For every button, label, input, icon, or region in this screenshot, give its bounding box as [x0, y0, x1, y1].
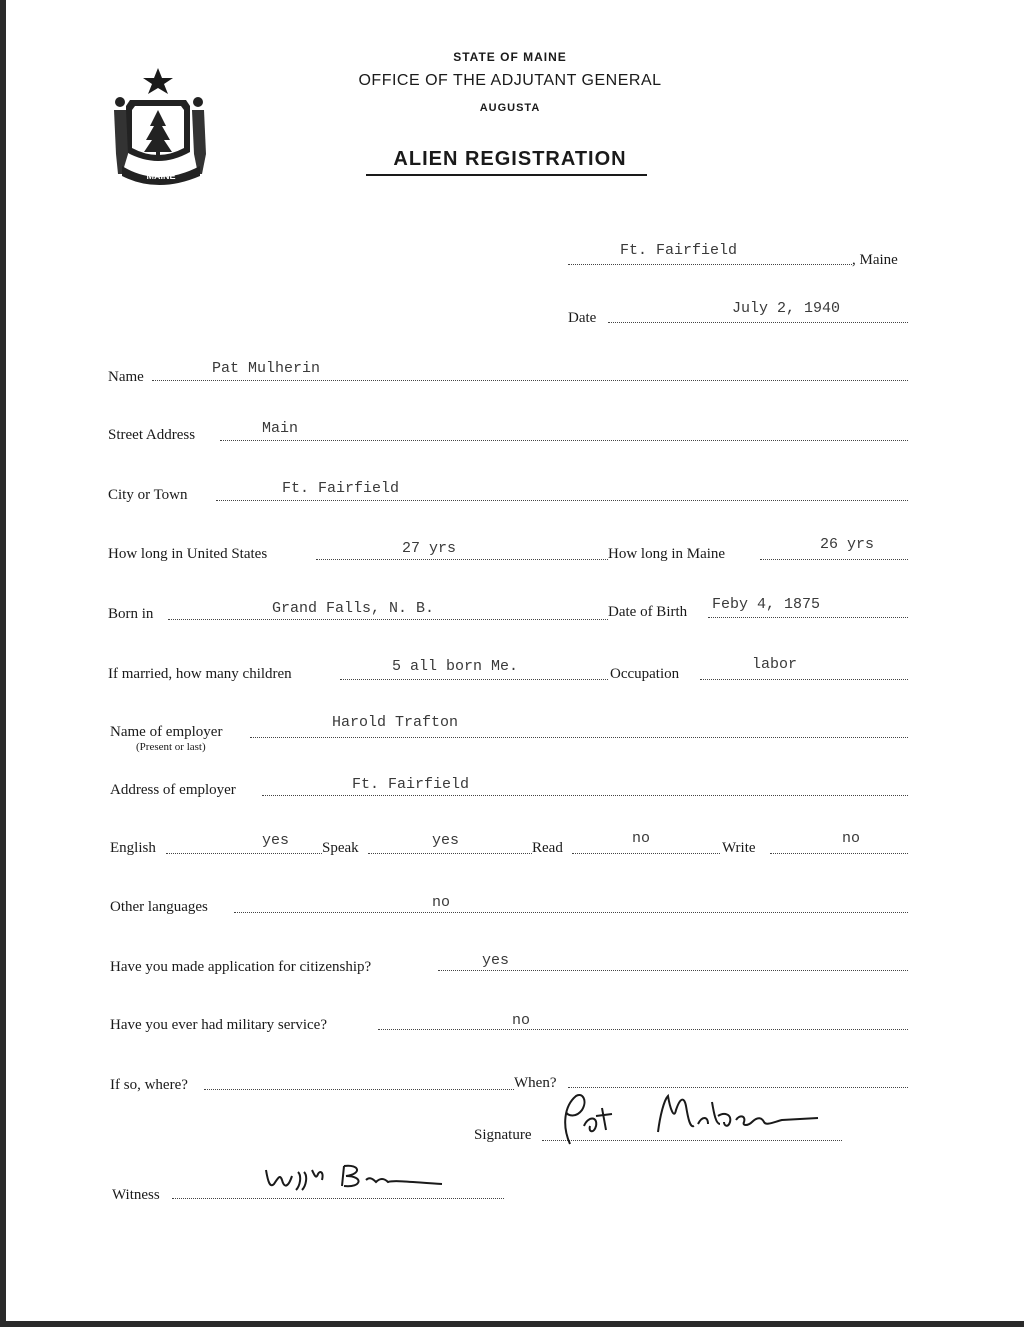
street-address-value: Main	[262, 420, 299, 437]
date-line	[608, 322, 908, 323]
date-label: Date	[568, 310, 597, 326]
location-value: Ft. Fairfield	[620, 242, 738, 259]
write-label: Write	[722, 840, 756, 856]
speak-value: yes	[432, 832, 460, 849]
occupation-line	[700, 679, 908, 680]
employer-address-line	[262, 795, 908, 796]
name-label: Name	[108, 369, 144, 385]
write-line	[770, 853, 908, 854]
how-long-us-line	[316, 559, 608, 560]
seal-banner-text: MAINE	[146, 171, 176, 181]
date-of-birth-line	[708, 617, 908, 618]
children-label: If married, how many children	[108, 666, 292, 682]
how-long-maine-line	[760, 559, 908, 560]
born-in-line	[168, 619, 608, 620]
employer-name-sublabel: (Present or last)	[136, 741, 206, 753]
witness-label: Witness	[112, 1187, 160, 1203]
employer-address-value: Ft. Fairfield	[352, 776, 470, 793]
header-state: STATE OF MAINE	[453, 50, 567, 64]
citizenship-value: yes	[482, 952, 510, 969]
write-value: no	[842, 830, 861, 847]
citizenship-label: Have you made application for citizenship?	[110, 959, 372, 975]
employer-name-line	[250, 737, 908, 738]
citizenship-line	[438, 970, 908, 971]
english-line	[166, 853, 322, 854]
header-office: OFFICE OF THE ADJUTANT GENERAL	[358, 72, 662, 89]
witness-line	[172, 1198, 504, 1199]
how-long-maine-label: How long in Maine	[608, 546, 726, 562]
city-label: City or Town	[108, 487, 188, 503]
street-address-line	[220, 440, 908, 441]
how-long-us-label: How long in United States	[108, 546, 268, 562]
born-in-value: Grand Falls, N. B.	[272, 600, 435, 617]
occupation-label: Occupation	[610, 666, 680, 682]
how-long-us-value: 27 yrs	[402, 540, 457, 557]
other-languages-value: no	[432, 894, 451, 911]
other-languages-label: Other languages	[110, 899, 208, 915]
scan-border-left	[0, 0, 6, 1327]
speak-label: Speak	[322, 840, 359, 856]
children-line	[340, 679, 608, 680]
witness-handwriting-icon	[260, 1160, 460, 1196]
military-line	[378, 1029, 908, 1030]
born-in-label: Born in	[108, 606, 154, 622]
city-line	[216, 500, 908, 501]
scan-border-bottom	[0, 1321, 1024, 1327]
children-value: 5 all born Me.	[392, 658, 519, 675]
employer-address-label: Address of employer	[110, 782, 236, 798]
where-label: If so, where?	[110, 1077, 188, 1093]
english-value: yes	[262, 832, 290, 849]
other-languages-line	[234, 912, 908, 913]
street-address-label: Street Address	[108, 427, 196, 443]
name-line	[152, 380, 908, 381]
occupation-value: labor	[752, 656, 798, 673]
form-title: ALIEN REGISTRATION	[393, 148, 627, 170]
state-seal-icon	[108, 66, 214, 190]
english-label: English	[110, 840, 156, 856]
date-of-birth-value: Feby 4, 1875	[712, 596, 821, 613]
signature-handwriting-icon	[548, 1086, 848, 1152]
military-value: no	[512, 1012, 531, 1029]
title-underline	[366, 174, 647, 176]
read-line	[572, 853, 720, 854]
header-city: AUGUSTA	[479, 102, 541, 114]
date-value: July 2, 1940	[732, 300, 841, 317]
signature-label: Signature	[474, 1127, 532, 1143]
city-value: Ft. Fairfield	[282, 480, 400, 497]
location-suffix: , Maine	[852, 252, 898, 268]
name-value: Pat Mulherin	[212, 360, 321, 377]
location-line	[568, 264, 852, 265]
where-line	[204, 1089, 514, 1090]
employer-name-label: Name of employer	[110, 724, 223, 740]
employer-name-value: Harold Trafton	[332, 714, 459, 731]
speak-line	[368, 853, 532, 854]
military-label: Have you ever had military service?	[110, 1017, 327, 1033]
how-long-maine-value: 26 yrs	[820, 536, 875, 553]
read-label: Read	[532, 840, 563, 856]
when-label: When?	[514, 1075, 557, 1091]
read-value: no	[632, 830, 651, 847]
date-of-birth-label: Date of Birth	[608, 604, 688, 620]
